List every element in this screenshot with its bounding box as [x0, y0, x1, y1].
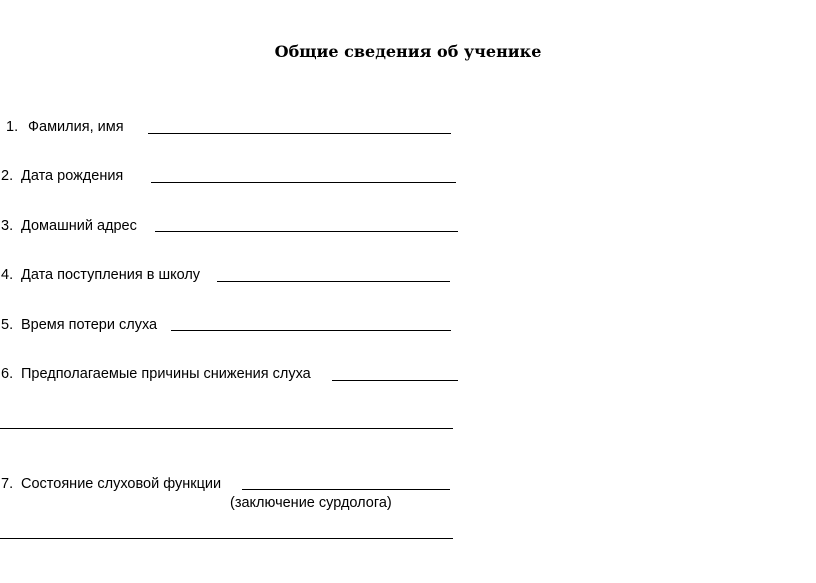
address-fill-line[interactable] — [155, 231, 458, 232]
hearing-function-extra-line[interactable] — [0, 538, 453, 539]
field-label-school-entry-date — [1, 266, 200, 284]
school-entry-date-fill-line[interactable] — [217, 281, 450, 282]
field-label-name — [6, 118, 124, 136]
item-number: 2. — [1, 168, 14, 184]
hearing-loss-causes-fill-line[interactable] — [332, 380, 458, 381]
item-number: 4. — [1, 267, 14, 283]
item-label: Дата поступления в школу — [21, 267, 201, 283]
field-label-hearing-loss-time — [1, 316, 157, 334]
item-number: 6. — [1, 366, 14, 382]
field-label-hearing-loss-causes — [1, 365, 311, 383]
item-number: 3. — [1, 218, 14, 234]
item-label: Фамилия, имя — [28, 119, 124, 135]
item-label: Предполагаемые причины снижения слуха — [21, 366, 311, 382]
hearing-function-fill-line[interactable] — [242, 489, 450, 490]
item-number: 7. — [1, 476, 14, 492]
item-number: 5. — [1, 317, 14, 333]
item-label: Состояние слуховой функции — [21, 476, 222, 492]
item-label: Время потери слуха — [21, 317, 158, 333]
name-fill-line[interactable] — [148, 133, 451, 134]
birthdate-fill-line[interactable] — [151, 182, 456, 183]
field-label-address — [1, 217, 137, 235]
item-label: Дата рождения — [21, 168, 124, 184]
field-label-hearing-function — [1, 475, 221, 493]
hearing-loss-causes-extra-line[interactable] — [0, 428, 453, 429]
page-title: Общие сведения об ученике — [274, 42, 542, 61]
field-label-birthdate — [1, 167, 123, 185]
item-number: 1. — [6, 119, 19, 135]
item-label: Домашний адрес — [21, 218, 137, 234]
audiologist-conclusion-note: (заключение сурдолога) — [230, 495, 392, 511]
hearing-loss-time-fill-line[interactable] — [171, 330, 451, 331]
